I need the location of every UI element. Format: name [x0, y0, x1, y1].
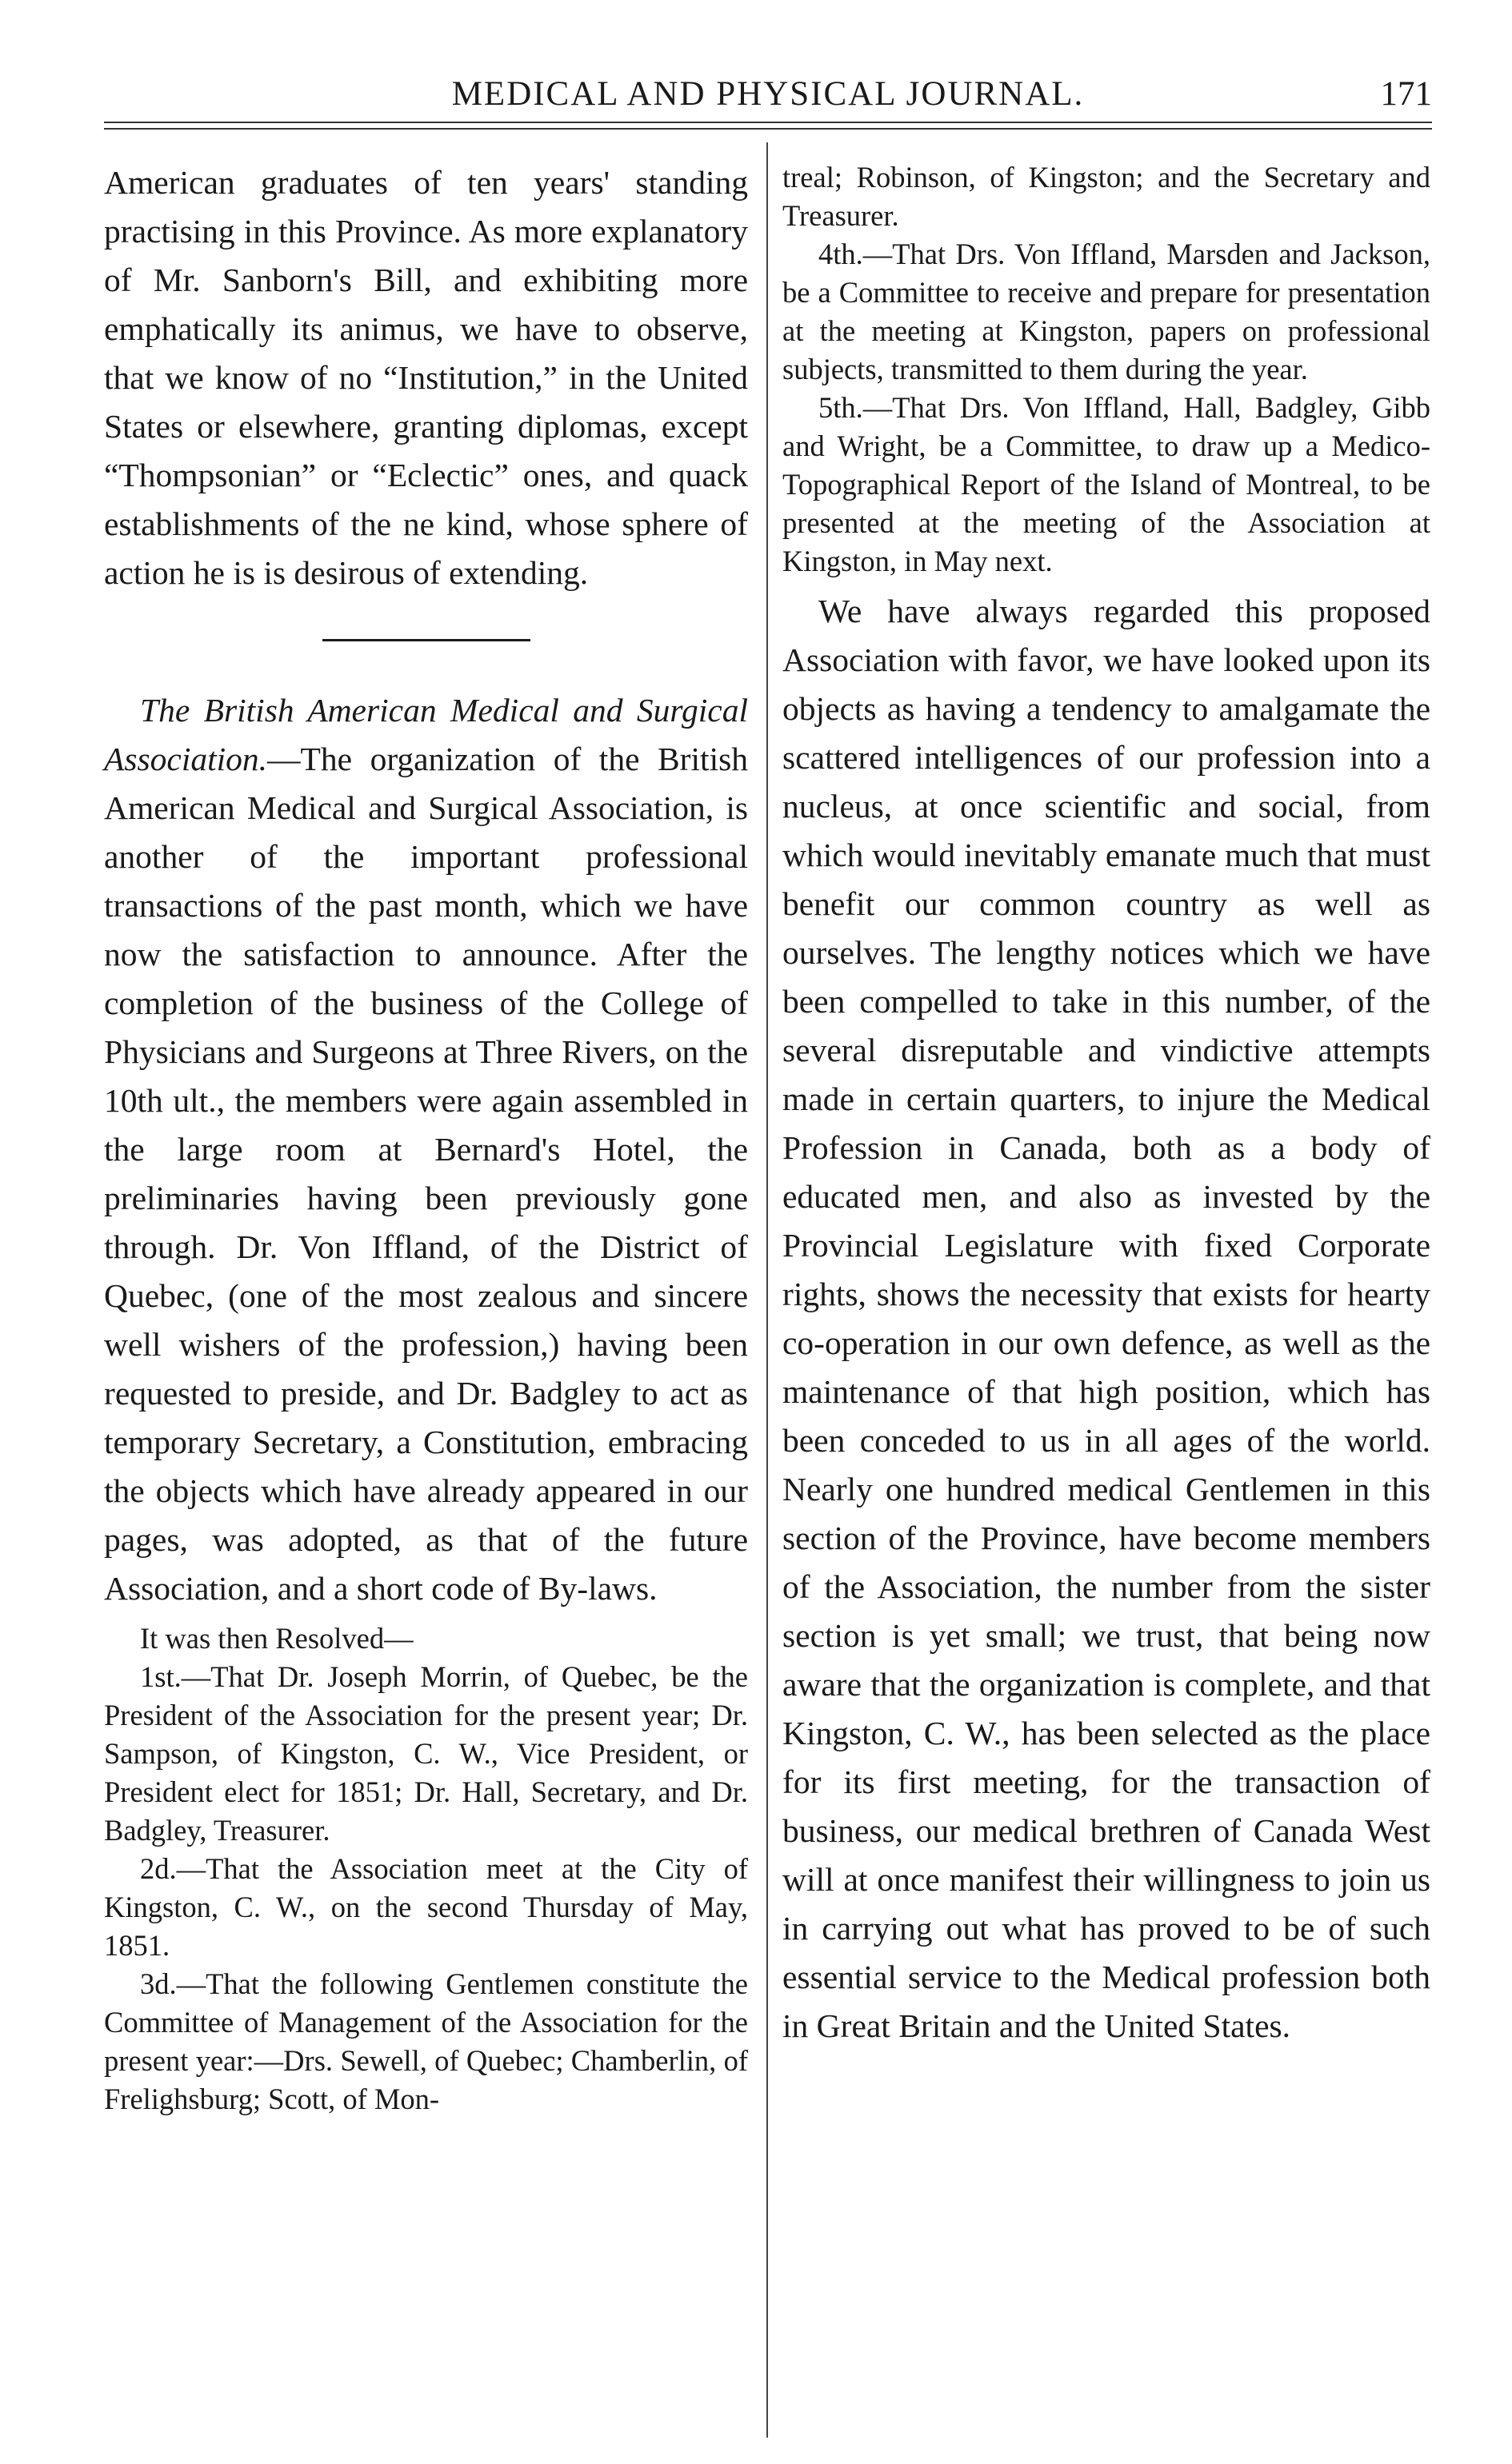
right-column — [782, 158, 1430, 2051]
resolution-3: 3d.—That the following Gentlemen constitute the Committee of Management of the Association for the present year:—Drs. Sewell, of Quebec; Chamberlin, of Frelighsburg; Scott, of Mon- — [104, 1967, 748, 2115]
page-header — [104, 70, 1432, 118]
left-column — [104, 158, 748, 2119]
association-paragraph — [104, 686, 748, 1613]
section-separator — [322, 639, 530, 641]
intro-paragraph: American graduates of ten years' standing practising in this Province. As more explanatory of Mr. Sanborn's Bill, and exhibiting more emphatically its animus, we have to observe, that we know of no “Institution,” in the United States or elsewhere, granting diplomas, except “Thompsonian” or “Eclectic” ones, and quack establishments of the ne kind, whose sphere of action he is is desirous of extending. — [104, 164, 748, 591]
resolution-1: 1st.—That Dr. Joseph Morrin, of Quebec, be the President of the Association for the present year; Dr. Sampson, of Kingston, C. W., Vice President, or President elect for 1851; Dr. Hall, Secretary, and Dr. Badgley, Treasurer. — [104, 1660, 748, 1847]
resolution-5: 5th.—That Drs. Von Iffland, Hall, Badgley, Gibb and Wright, be a Committee, to draw up a Medico-Topographical Report of the Island of Montreal, to be presented at the meeting of the Association at Kingston, in May next. — [782, 391, 1430, 577]
header-rule-double — [104, 128, 1432, 130]
section-heading: The British American Medical and Surgical Association. — [104, 692, 748, 777]
resolved-intro: It was then Resolved— — [140, 1622, 414, 1655]
resolution-4: 4th.—That Drs. Von Iffland, Marsden and Jackson, be a Committee to receive and prepare for presentation at the meeting at Kingston, papers on professional subjects, transmitted to them during the year. — [782, 238, 1430, 385]
column-divider — [766, 142, 768, 2438]
header-rule — [104, 122, 1432, 123]
closing-paragraph: We have always regarded this proposed Association with favor, we have looked upon its objects as having a tendency to amalgamate the scattered intelligences of our profession into a nucleus, at once scientific and social, from which would inevitably emanate much that must benefit our common country as well as ourselves. The lengthy notices which we have been compelled to take in this number, of the several disreputable and vindictive attempts made in certain quarters, to injure the Medical Profession in Canada, both as a body of educated men, and also as invested by the Provincial Legislature with fixed Corporate rights, shows the necessity that exists for hearty co-operation in our own defence, as well as the maintenance of that high position, which has been conceded to us in all ages of the world. Nearly one hundred medical Gentlemen in this section of the Province, have become members of the Association, the number from the sister section is yet small; we trust, that being now aware that the organization is complete, and that Kingston, C. W., has been selected as the place for its first meeting, for the transaction of business, our medical brethren of Canada West will at once manifest their willingness to join us in carrying out what has proved to be of such essential service to the Medical profession both in Great Britain and the United States. — [782, 593, 1430, 2044]
page-number: 171 — [1380, 75, 1432, 113]
resolution-2: 2d.—That the Association meet at the City of Kingston, C. W., on the second Thursday of May, 1851. — [104, 1852, 748, 1962]
running-title: MEDICAL AND PHYSICAL JOURNAL. — [451, 75, 1085, 113]
association-body: —The organization of the British American Medical and Surgical Association, is another of the important professional transactions of the past month, which we have now the satisfaction to announce. After the completion of the business of the College of Physicians and Surgeons at Three Rivers, on the 10th ult., the members were again assembled in the large room at Bernard's Hotel, the preliminaries having been previously gone through. Dr. Von Iffland, of the District of Quebec, (one of the most zealous and sincere well wishers of the profession,) having been requested to preside, and Dr. Badgley to act as temporary Secretary, a Constitution, embracing the objects which have already appeared in our pages, was adopted, as that of the future Association, and a short code of By-laws. — [104, 741, 748, 1607]
resolution-3-continued: treal; Robinson, of Kingston; and the Secretary and Treasurer. — [782, 161, 1430, 232]
